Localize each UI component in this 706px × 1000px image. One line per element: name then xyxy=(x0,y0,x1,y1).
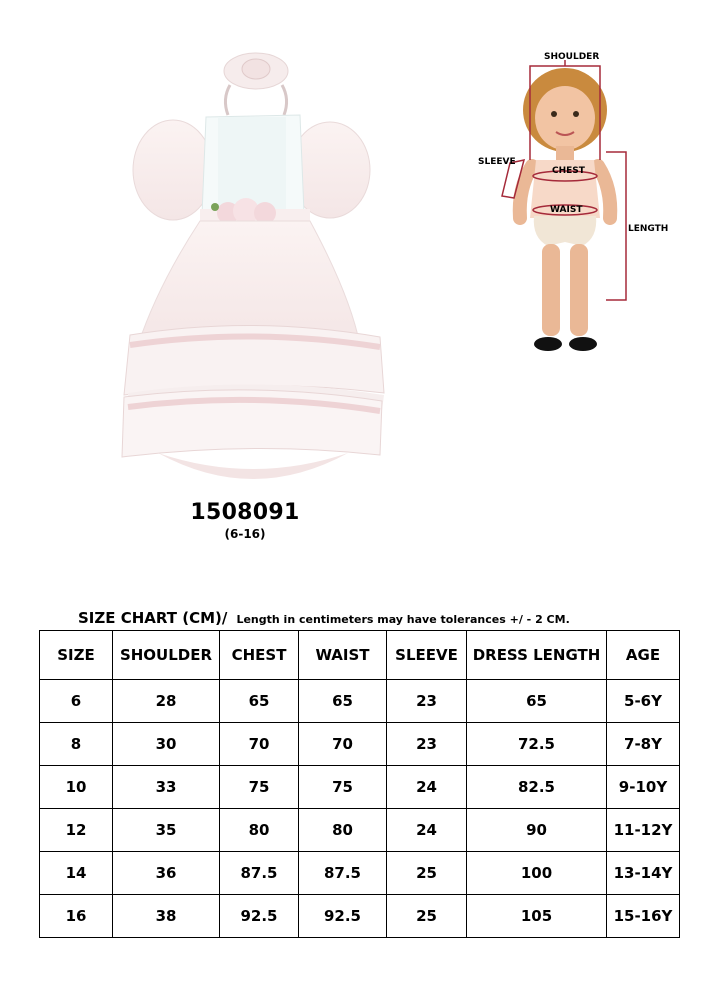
table-cell: 65 xyxy=(299,680,387,723)
table-cell: 23 xyxy=(387,723,467,766)
table-row xyxy=(40,680,680,723)
table-cell: 80 xyxy=(299,809,387,852)
table-header-row xyxy=(40,631,680,680)
header-waist: WAIST xyxy=(299,631,387,680)
table-cell: 100 xyxy=(467,852,607,895)
table-cell: 9-10Y xyxy=(607,766,680,809)
table-cell: 35 xyxy=(113,809,220,852)
header-dress-length: DRESS LENGTH xyxy=(467,631,607,680)
header-shoulder: SHOULDER xyxy=(113,631,220,680)
header-size: SIZE xyxy=(40,631,113,680)
table-cell: 65 xyxy=(220,680,299,723)
table-cell: 12 xyxy=(40,809,113,852)
table-cell: 38 xyxy=(113,895,220,938)
table-cell: 14 xyxy=(40,852,113,895)
table-cell: 65 xyxy=(467,680,607,723)
table-cell: 92.5 xyxy=(299,895,387,938)
table-cell: 24 xyxy=(387,766,467,809)
table-cell: 25 xyxy=(387,852,467,895)
table-cell: 8 xyxy=(40,723,113,766)
table-cell: 16 xyxy=(40,895,113,938)
table-cell: 25 xyxy=(387,895,467,938)
table-cell: 6 xyxy=(40,680,113,723)
table-cell: 30 xyxy=(113,723,220,766)
table-cell: 28 xyxy=(113,680,220,723)
table-row xyxy=(40,766,680,809)
table-cell: 15-16Y xyxy=(607,895,680,938)
table-cell: 70 xyxy=(220,723,299,766)
sleeve-label: SLEEVE xyxy=(478,157,516,167)
table-cell: 5-6Y xyxy=(607,680,680,723)
size-range: (6-16) xyxy=(224,527,266,541)
header-chest: CHEST xyxy=(220,631,299,680)
waist-label: WAIST xyxy=(550,205,583,215)
table-cell: 36 xyxy=(113,852,220,895)
size-chart-title: SIZE CHART (CM)/ xyxy=(78,609,228,627)
table-cell: 75 xyxy=(220,766,299,809)
table-cell: 87.5 xyxy=(299,852,387,895)
table-row xyxy=(40,895,680,938)
table-cell: 82.5 xyxy=(467,766,607,809)
table-cell: 33 xyxy=(113,766,220,809)
table-cell: 87.5 xyxy=(220,852,299,895)
measurement-guide-figure xyxy=(470,48,690,360)
table-cell: 23 xyxy=(387,680,467,723)
table-cell: 75 xyxy=(299,766,387,809)
size-chart-table xyxy=(39,630,680,938)
table-cell: 80 xyxy=(220,809,299,852)
table-cell: 105 xyxy=(467,895,607,938)
length-label: LENGTH xyxy=(628,224,669,234)
table-cell: 11-12Y xyxy=(607,809,680,852)
size-chart-caption xyxy=(78,608,570,627)
table-cell: 72.5 xyxy=(467,723,607,766)
table-cell: 13-14Y xyxy=(607,852,680,895)
shoulder-label: SHOULDER xyxy=(544,52,600,62)
table-cell: 10 xyxy=(40,766,113,809)
table-cell: 24 xyxy=(387,809,467,852)
product-code: 1508091 xyxy=(190,500,300,525)
table-cell: 92.5 xyxy=(220,895,299,938)
dress-photo xyxy=(118,45,388,500)
table-cell: 7-8Y xyxy=(607,723,680,766)
table-row xyxy=(40,723,680,766)
table-row xyxy=(40,809,680,852)
header-sleeve: SLEEVE xyxy=(387,631,467,680)
table-cell: 70 xyxy=(299,723,387,766)
header-age: AGE xyxy=(607,631,680,680)
tolerance-note: Length in centimeters may have tolerances +/ - 2 CM. xyxy=(236,613,570,626)
table-cell: 90 xyxy=(467,809,607,852)
chest-label: CHEST xyxy=(552,166,585,176)
table-row xyxy=(40,852,680,895)
